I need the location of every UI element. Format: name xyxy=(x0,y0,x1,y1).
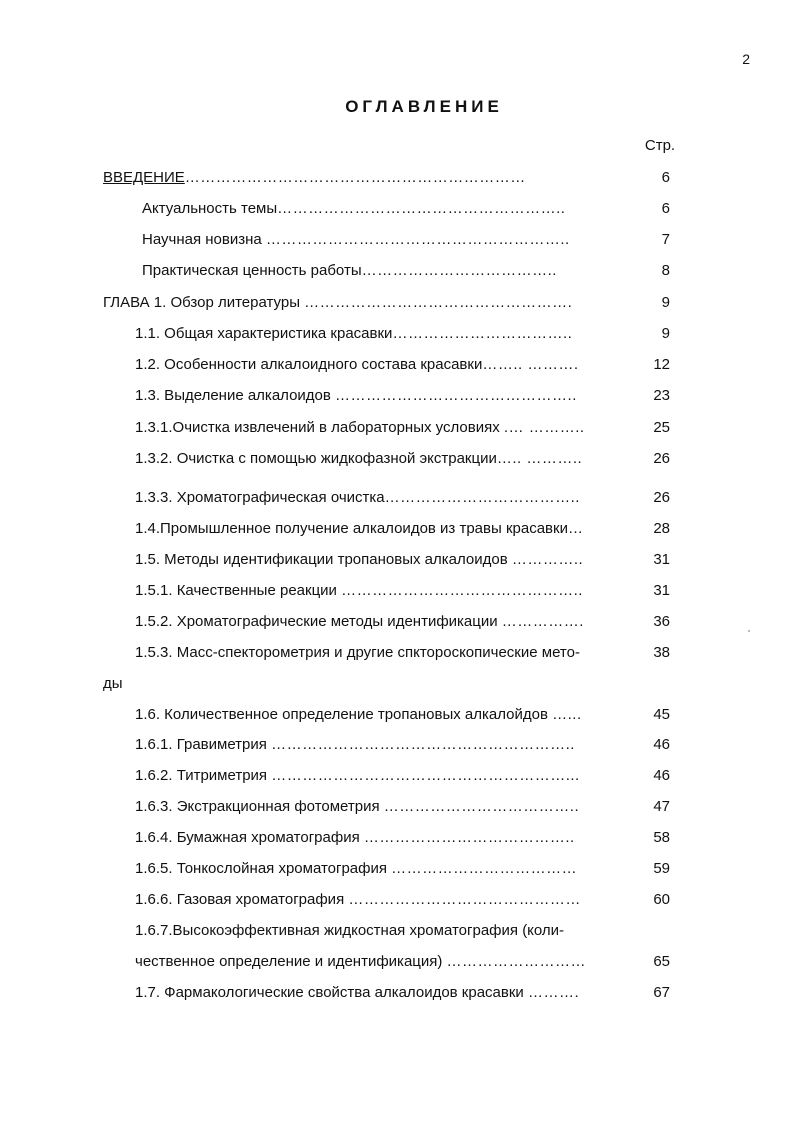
toc-entry-text: 1.6.4. Бумажная хроматография xyxy=(135,829,364,846)
toc-entry-text: 1.6.5. Тонкослойная хроматография xyxy=(135,860,392,877)
toc-entry-page: 59 xyxy=(653,860,670,877)
toc-entry-chapter-1 xyxy=(103,293,572,313)
toc-entry-1-6-5 xyxy=(135,859,577,879)
toc-entry-dots: ……………………………………………….. xyxy=(277,200,566,217)
toc-entry-dots: …………………………………………………... xyxy=(271,767,580,784)
toc-entry-1-7 xyxy=(135,983,579,1003)
toc-entry-page: 8 xyxy=(661,262,670,279)
toc-entry-text: 1.3.1.Очистка извлечений в лабораторных условиях xyxy=(135,419,504,436)
toc-entry-1-6-7-continuation xyxy=(135,952,586,972)
toc-entry-1-6-7 xyxy=(135,921,564,941)
toc-entry-1-5-3 xyxy=(135,643,580,663)
toc-entry-page: 46 xyxy=(653,767,670,784)
toc-entry-dots: ……………………………………… xyxy=(348,891,581,908)
toc-entry-dots: …... xyxy=(552,706,582,723)
toc-entry-1-6-4 xyxy=(135,828,575,848)
toc-entry-1-6-2 xyxy=(135,766,580,786)
toc-entry-page: 6 xyxy=(661,169,670,186)
toc-entry-page: 12 xyxy=(653,356,670,373)
toc-entry-page: 9 xyxy=(661,294,670,311)
toc-entry-dots: ……………………………………….. xyxy=(341,582,583,599)
toc-entry-dots: ………………………………….. xyxy=(363,829,575,846)
page-column-label: Стр. xyxy=(644,137,676,154)
toc-entry-dots: ………….. xyxy=(511,551,584,568)
toc-entry-page: 36 xyxy=(653,613,670,630)
toc-entry-text: 1.6.6. Газовая хроматография xyxy=(135,891,349,908)
toc-entry-text: 1.5.2. Хроматографические методы идентификации xyxy=(135,613,502,630)
toc-entry-page: 38 xyxy=(653,644,670,661)
toc-entry-text: Научная новизна xyxy=(142,231,266,248)
toc-entry-dots: ………………………………………………….. xyxy=(271,736,575,753)
toc-entry-page: 26 xyxy=(653,450,670,467)
toc-entry-text: 1.7. Фармакологические свойства алкалоидов красавки xyxy=(135,984,528,1001)
toc-entry-1-2 xyxy=(135,355,579,375)
toc-entry-1-5 xyxy=(135,550,583,570)
scan-speck xyxy=(748,630,750,632)
toc-title: ОГЛАВЛЕНИЕ xyxy=(345,97,503,116)
toc-entry-text: 1.3. Выделение алкалоидов xyxy=(135,387,336,404)
toc-entry-1-6-1 xyxy=(135,735,575,755)
toc-entry-page: 67 xyxy=(653,984,670,1001)
toc-entry-dots: .… ……….. xyxy=(503,419,585,436)
toc-entry-text: чественное определение и идентификация) xyxy=(135,953,447,970)
toc-entry-page: 60 xyxy=(653,891,670,908)
toc-entry-1-4 xyxy=(135,519,583,539)
toc-entry-text: ГЛАВА 1. Обзор литературы xyxy=(103,294,305,311)
toc-entry-1-6 xyxy=(135,705,582,725)
toc-entry-page: 26 xyxy=(653,489,670,506)
toc-entry-dots: ……………………………….. xyxy=(361,262,557,279)
toc-entry-text: ды xyxy=(103,675,123,692)
toc-entry-page: 65 xyxy=(653,953,670,970)
toc-entry-page: 9 xyxy=(661,325,670,342)
toc-entry-page: 45 xyxy=(653,706,670,723)
toc-entry-relevance xyxy=(142,199,565,219)
toc-entry-dots: ……………. xyxy=(501,613,584,630)
toc-entry-dots: ………………………………………………….. xyxy=(265,231,570,248)
toc-entry-dots: …….. ………. xyxy=(482,356,579,373)
toc-entry-text: ВВЕДЕНИЕ xyxy=(103,169,185,186)
toc-entry-text: 1.3.2. Очистка с помощью жидкофазной экстракции xyxy=(135,450,497,467)
toc-entry-1-3-1 xyxy=(135,418,585,438)
toc-entry-1-5-1 xyxy=(135,581,583,601)
toc-entry-1-6-3 xyxy=(135,797,579,817)
toc-entry-text: 1.6.1. Гравиметрия xyxy=(135,736,272,753)
toc-entry-text: 1.4.Промышленное получение алкалоидов из травы красавки xyxy=(135,520,568,537)
toc-entry-dots: ……………………………….. xyxy=(384,489,580,506)
toc-entry-text: 1.3.3. Хроматографическая очистка xyxy=(135,489,385,506)
toc-entry-dots: … xyxy=(567,520,584,537)
toc-entry-novelty xyxy=(142,230,570,250)
toc-entry-dots: ……………………………………………. xyxy=(304,294,573,311)
toc-entry-1-3-3 xyxy=(135,488,580,508)
toc-entry-text: Актуальность темы xyxy=(142,200,278,217)
toc-entry-dots: ……………………………………….. xyxy=(335,387,577,404)
toc-entry-text: 1.6.2. Титриметрия xyxy=(135,767,272,784)
toc-entry-page: 25 xyxy=(653,419,670,436)
toc-entry-1-3 xyxy=(135,386,577,406)
toc-entry-page: 31 xyxy=(653,551,670,568)
toc-entry-dots: ….. ……….. xyxy=(496,450,583,467)
toc-entry-text: 1.5.1. Качественные реакции xyxy=(135,582,342,599)
toc-entry-page: 28 xyxy=(653,520,670,537)
toc-entry-dots: ………………………………………………………… xyxy=(184,169,526,186)
toc-entry-page: 7 xyxy=(661,231,670,248)
toc-entry-text: 1.6. Количественное определение тропановых алкалойдов xyxy=(135,706,553,723)
toc-entry-1-5-3-continuation xyxy=(103,674,123,694)
toc-entry-text: 1.2. Особенности алкалоидного состава красавки xyxy=(135,356,483,373)
toc-entry-1-1 xyxy=(135,324,572,344)
toc-entry-page: 23 xyxy=(653,387,670,404)
toc-entry-text: Практическая ценность работы xyxy=(142,262,362,279)
toc-entry-page: 6 xyxy=(661,200,670,217)
toc-entry-dots: ……………………… xyxy=(446,953,587,970)
toc-entry-text: 1.5. Методы идентификации тропановых алкалоидов xyxy=(135,551,512,568)
toc-entry-dots: ………. xyxy=(527,984,580,1001)
toc-entry-page: 31 xyxy=(653,582,670,599)
toc-entry-page: 58 xyxy=(653,829,670,846)
toc-entry-text: 1.5.3. Масс-спекторометрия и другие спкторoскопические мето- xyxy=(135,644,580,661)
toc-entry-1-5-2 xyxy=(135,612,584,632)
toc-entry-introduction xyxy=(103,168,526,188)
toc-entry-dots: ……………………………….. xyxy=(383,798,580,815)
toc-entry-page: 47 xyxy=(653,798,670,815)
toc-entry-dots: ……………………………… xyxy=(391,860,578,877)
page-number: 2 xyxy=(742,51,750,67)
toc-entry-1-3-2 xyxy=(135,449,582,469)
toc-entry-practical-value xyxy=(142,261,557,281)
toc-entry-dots: …………………………….. xyxy=(392,325,573,342)
toc-entry-1-6-6 xyxy=(135,890,581,910)
toc-entry-page: 46 xyxy=(653,736,670,753)
toc-entry-text: 1.1. Общая характеристика красавки xyxy=(135,325,393,342)
toc-entry-text: 1.6.7.Высокоэффективная жидкостная хроматография (коли- xyxy=(135,922,565,939)
toc-entry-text: 1.6.3. Экстракционная фотометрия xyxy=(135,798,384,815)
